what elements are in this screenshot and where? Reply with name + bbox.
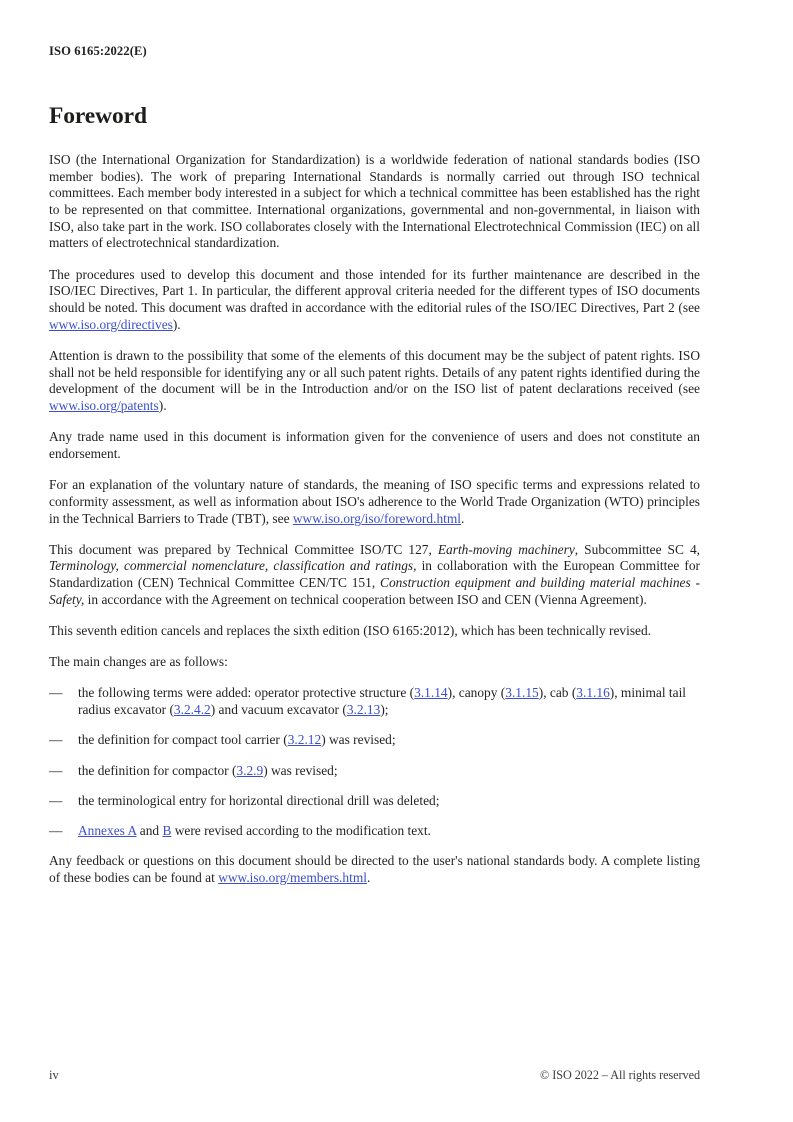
link-clause-3-2-13[interactable]: 3.2.13: [346, 702, 381, 718]
list-item: [49, 823, 700, 840]
list-item-text-part: ) was revised;: [263, 762, 338, 778]
list-item: [49, 763, 700, 780]
link-iso-members[interactable]: www.iso.org/members.html: [218, 869, 367, 885]
paragraph-text-part: , Subcommittee SC 4,: [574, 541, 701, 557]
list-item: [49, 793, 700, 810]
link-iso-foreword[interactable]: www.iso.org/iso/foreword.html: [292, 510, 461, 526]
list-item-text-part: ), minimal tail radius excavator (: [78, 685, 687, 718]
list-item-text-part: and: [136, 822, 163, 838]
paragraph-trade-name: [49, 429, 700, 462]
list-item-text-part: the following terms were added: operator protective structure (: [78, 685, 415, 701]
paragraph-text-part: in collaboration with the European Committee for Standardization (CEN) Technical Committee CEN/TC 151,: [49, 558, 701, 591]
list-item-text-part: the terminological entry for horizontal directional drill was deleted;: [78, 792, 440, 808]
italic-terminology-title: Terminology, commercial nomenclature, classification and ratings,: [49, 558, 417, 574]
link-iso-patents[interactable]: www.iso.org/patents: [49, 397, 159, 413]
list-item-text-part: the definition for compact tool carrier (: [78, 732, 288, 748]
list-item-text-part: the definition for compactor (: [78, 762, 237, 778]
paragraph-text-part: Any feedback or questions on this document should be directed to the user's national standards body. A complete listing of these bodies can be found at: [49, 853, 700, 885]
italic-construction-equipment-title: Construction equipment and building material machines - Safety,: [49, 575, 701, 607]
dash-marker-icon: —: [49, 792, 63, 808]
paragraph-text-part: in accordance with the Agreement on technical cooperation between ISO and CEN (Vienna Agreement).: [84, 591, 647, 607]
link-clause-3-1-14[interactable]: 3.1.14: [414, 685, 448, 701]
link-clause-3-2-12[interactable]: 3.2.12: [287, 732, 322, 748]
paragraph-text: This seventh edition cancels and replaces the sixth edition (ISO 6165:2012), which has been technically revised.: [49, 623, 652, 639]
page-number: iv: [49, 1068, 59, 1082]
dash-marker-icon: —: [49, 762, 63, 778]
paragraph-text: Any trade name used in this document is information given for the convenience of users and does not constitute an endorsement.: [49, 429, 700, 461]
link-annex-b[interactable]: B: [162, 822, 172, 838]
list-item: [49, 685, 700, 718]
paragraph-patent-rights: [49, 348, 700, 415]
list-item-text-part: ), cab (: [538, 685, 577, 701]
link-iso-directives[interactable]: www.iso.org/directives: [49, 316, 173, 332]
paragraph-text: ISO (the International Organization for Standardization) is a worldwide federation of national standards bodies (ISO member bodies). The work of preparing International Standards is normally carried out through ISO technical committees. Each member body interested in a subject for which a technical committee has been established has the right to be represented on that committee. International organizations, governmental and non-governmental, in liaison with ISO, also take part in the work. ISO collaborates closely with the International Electrotechnical Commission (IEC) on all matters of electrotechnical standardization.: [49, 151, 700, 251]
dash-marker-icon: —: [49, 822, 63, 838]
link-clause-3-2-9[interactable]: 3.2.9: [236, 762, 264, 778]
paragraph-text-part: Attention is drawn to the possibility that some of the elements of this document may be the subject of patent rights. ISO shall not be held responsible for identifying any or all such patent rights. Details of any patent rights identified during the development of the document will be in the Introduction and/or on the ISO list of patent declarations received (see: [49, 347, 700, 397]
page-footer: [49, 1068, 700, 1083]
dash-marker-icon: —: [49, 685, 63, 701]
link-annexes-a[interactable]: Annexes A: [78, 822, 137, 838]
paragraph-text-part: This document was prepared by Technical Committee ISO/TC 127,: [49, 541, 438, 557]
page-title: Foreword: [49, 103, 147, 129]
paragraph-text-part: The procedures used to develop this document and those intended for its further maintenance are described in the ISO/IEC Directives, Part 1. In particular, the different approval criteria needed for the different types of ISO documents should be noted. This document was drafted in accordance with the editorial rules of the ISO/IEC Directives, Part 2 (see: [49, 266, 700, 315]
link-clause-3-1-16[interactable]: 3.1.16: [576, 685, 610, 701]
list-item: [49, 732, 700, 749]
list-item-text-part: ) and vacuum excavator (: [210, 702, 347, 718]
paragraph-text-part: .: [461, 510, 465, 526]
paragraph-text-part: .: [366, 869, 371, 885]
list-item-text-part: were revised according to the modification text.: [171, 822, 431, 838]
dash-marker-icon: —: [49, 732, 63, 748]
paragraph-iso-description: [49, 152, 700, 252]
foreword-content: [49, 104, 700, 901]
link-clause-3-1-15[interactable]: 3.1.15: [505, 685, 539, 701]
changes-list: [49, 685, 700, 839]
link-clause-3-2-4-2[interactable]: 3.2.4.2: [173, 702, 211, 718]
paragraph-text-part: ).: [172, 316, 181, 332]
list-item-text-part: ), canopy (: [447, 685, 506, 701]
italic-earth-moving-machinery: Earth-moving machinery: [437, 541, 575, 557]
running-head-standard-number: ISO 6165:2022(E): [49, 44, 147, 58]
paragraph-technical-committee: [49, 542, 700, 609]
copyright-notice: © ISO 2022 – All rights reserved: [540, 1068, 700, 1082]
list-item-text-part: ) was revised;: [321, 732, 396, 748]
paragraph-feedback: [49, 853, 700, 886]
paragraph-text: The main changes are as follows:: [49, 654, 228, 670]
list-item-text-part: );: [380, 702, 389, 718]
paragraph-main-changes-intro: [49, 654, 700, 671]
paragraph-edition-notice: [49, 623, 700, 640]
paragraph-procedures: [49, 267, 700, 334]
paragraph-text-part: ).: [158, 397, 167, 413]
paragraph-text-part: For an explanation of the voluntary nature of standards, the meaning of ISO specific terms and expressions related to conformity assessment, as well as information about ISO's adherence to the World Trade Organization (WTO) principles in the Technical Barriers to Trade (TBT), see: [49, 477, 700, 526]
paragraph-voluntary-nature: [49, 477, 700, 527]
